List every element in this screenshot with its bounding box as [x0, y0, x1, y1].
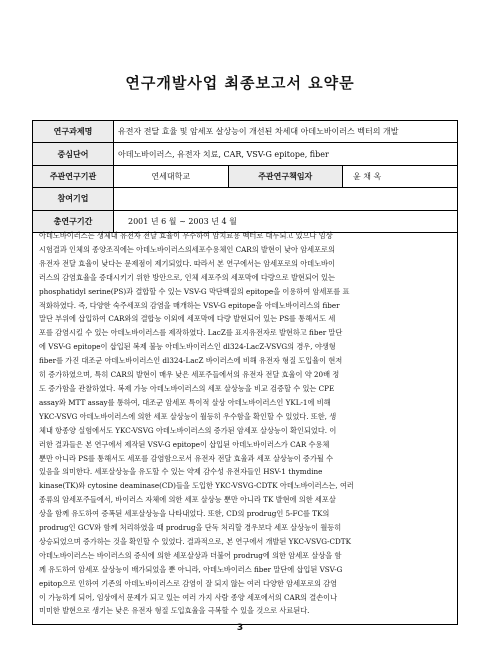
body-line: 에 VSV-G epitope이 삽입된 복제 불능 아데노바이러스인 dl324-LacZ-VSVG의 경우, 야생형 [39, 342, 336, 352]
body-line: 미미한 발현으로 생기는 낮은 유전자 형질 도입효율을 극복할 수 있을 것으로 사료된다. [39, 606, 310, 616]
body-line: 뿐만 아니라 PS를 통해서도 세포를 감염함으로서 유전자 전달 효율과 세포 살상능이 증가될 수 [39, 453, 334, 463]
project-value: 유전자 전달 효율 및 암세포 살상능이 개선된 차세대 아데노바이러스 벡터의 개발 [114, 121, 458, 143]
body-line: YKC-VSVG 아데노바이러스에 의한 세포 살상능이 월등히 우수함을 확인할 수 있었다. 또한, 생 [39, 411, 337, 421]
table-row [33, 143, 457, 165]
body-line: 시험결과 인체의 종양조직에는 아데노바이러스의세포수용체인 CAR의 발현이 낮아 암세포로의 [39, 244, 335, 254]
body-line: 도 증가함을 관찰하였다. 복제 가능 아데노바이러스의 세포 살상능을 비교 검증할 수 있는 CPE [39, 383, 335, 393]
project-label: 연구과제명 [33, 121, 114, 143]
keywords-value: 아데노바이러스, 유전자 치료, CAR, VSV-G epitope, fiber [114, 143, 458, 165]
table-row [33, 188, 457, 210]
body-line: 상을 함께 유도하여 증폭된 세포살상능을 나타내었다. 또한, CD의 prodrug인 5-FC를 TK의 [39, 509, 330, 519]
body-line: kinase(TK)와 cytosine deaminase(CD)들을 도입한 YKC-VSVG-CDTK 아데노바이러스는, 여러 [39, 481, 354, 491]
body-line: 체내 항종양 실험에서도 YKC-VSVG 아데노바이러스의 증가된 암세포 살상능이 확인되었다. 이 [39, 425, 337, 435]
table-row [33, 165, 457, 187]
body-line: 상승되었으며 증가하는 것을 확인할 수 있었다. 결과적으로, 본 연구에서 개발된 YKC-VSVG-CDTK [39, 536, 351, 546]
summary-body [39, 229, 451, 614]
body-line: 러스의 감염효율을 증대시키기 위한 방안으로, 인체 세포주의 세포막에 다량으로 발현되어 있는 [39, 272, 335, 282]
summary-meta-table [33, 121, 457, 233]
participating-label: 참여기업 [33, 188, 114, 210]
body-line: 유전자 전달 효율이 낮다는 문제점이 제기되었다. 따라서 본 연구에서는 암세포로의 아데노바이 [39, 258, 335, 268]
body-line: fiber를 가진 대조군 아데노바이러스인 dl324-LacZ 바이러스에 비해 유전자 형질 도입율이 현저 [39, 356, 343, 366]
researcher-label: 주관연구책임자 [228, 165, 343, 187]
table-row [33, 121, 457, 143]
body-line: 아데노바이러스는 생체내 유전자 전달 효율이 우수하여 암치료용 벡터로 대두되고 있으나 임상 [39, 231, 333, 240]
body-line: epitop으로 인하여 기존의 아데노바이러스로 감염이 잘 되지 않는 여러 다양한 암세포로의 감염 [39, 578, 338, 588]
participating-value [114, 188, 458, 210]
body-line: 적화하였다. 즉, 다양한 숙주세포의 감염을 매개하는 VSV-G epitope을 아데노바이러스의 fiber [39, 300, 340, 310]
institution-value: 연세대학교 [114, 165, 229, 187]
body-line: 이 가능하게 되어, 임상에서 문제가 되고 있는 여러 가지 사람 종양 세포에서의 CAR의 결손이나 [39, 592, 338, 602]
period-label: 총연구기간 [33, 210, 114, 232]
institution-label: 주관연구기관 [33, 165, 114, 187]
body-line: assay와 MTT assay를 통하여, 대조군 암세포 특이적 살상 아데노바이러스인 YKL-1에 비해 [39, 397, 331, 407]
period-value: 2001 년 6 월 ~ 2003 년 4 월 [114, 210, 458, 232]
body-line: 러한 결과들은 본 연구에서 제작된 VSV-G epitope이 삽입된 아데노바이러스가 CAR 수용체 [39, 439, 330, 449]
body-line: 있음을 의미한다. 세포살상능을 유도할 수 있는 약제 감수성 유전자들인 HSV-1 thymdine [39, 467, 323, 477]
body-line: prodrug인 GCV와 함께 처리하였을 때 prodrug을 단독 처리할 경우보다 세포 살상능이 월등히 [39, 523, 342, 533]
page-title: 연구개발사업 최종보고서 요약문 [125, 74, 355, 92]
body-line: 히 증가하였으며, 특히 CAR의 발현이 매우 낮은 세포주들에서의 유전자 전달 효율이 약 20배 정 [39, 370, 340, 380]
body-line: 포를 감염시킬 수 있는 아데노바이러스를 제작하였다. LacZ를 표지유전자로 발현하고 fiber 말단 [39, 328, 343, 338]
summary-frame [32, 120, 458, 625]
body-line: 아데노바이러스는 바이러스의 증식에 의한 세포살상과 더불어 prodrug에 의한 암세포 살상을 함 [39, 550, 342, 560]
keywords-label: 중심단어 [33, 143, 114, 165]
researcher-value: 윤 채 옥 [343, 165, 458, 187]
body-line: phosphatidyl serine(PS)과 결합할 수 있는 VSV-G 막단백질의 epitope을 이용하여 암세포를 표 [39, 286, 350, 296]
body-line: 께 유도하여 암세포 살상능이 배가되었을 뿐 아니라, 아데노바이러스 fiber 말단에 삽입된 VSV-G [39, 564, 343, 574]
body-line: 말단 부위에 삽입하여 CAR와의 결합능 이외에 세포막에 다량 발현되어 있는 PS를 통해서도 세 [39, 314, 336, 324]
page-number: 3 [236, 623, 244, 633]
body-line: 종류의 암세포주들에서, 바이러스 자체에 의한 세포 살상능 뿐만 아니라 TK 발현에 의한 세포살 [39, 495, 336, 505]
